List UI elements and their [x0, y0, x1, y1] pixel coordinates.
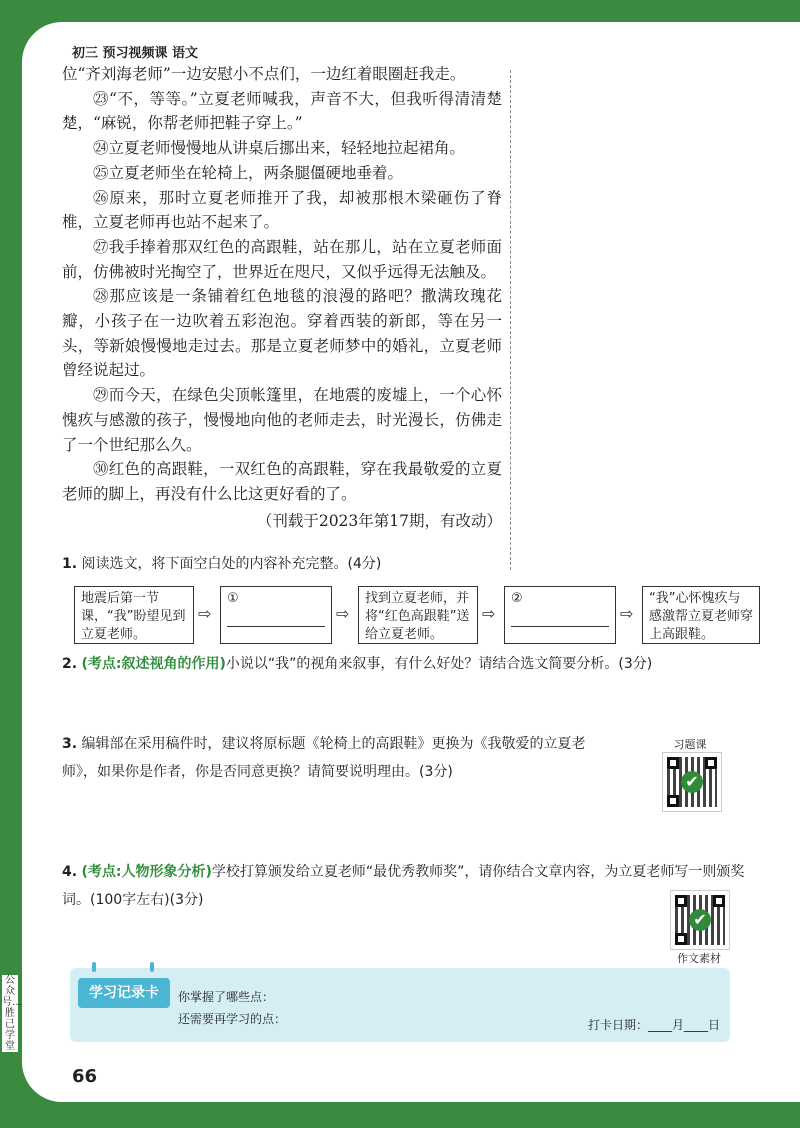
- qr-corner: [675, 933, 687, 945]
- qr-corner: [713, 895, 725, 907]
- flow-blank-mark: ②: [511, 591, 523, 606]
- question-tag: (考点:叙述视角的作用): [81, 656, 226, 672]
- question-number: 1.: [62, 556, 78, 572]
- question-text: 学校打算颁发给立夏老师“最优秀教师奖”，请你结合文章内容，为立夏老师写一则颁奖词。(100字左右)(3分): [62, 864, 745, 908]
- flow-arrow-icon: ⇨: [198, 604, 212, 623]
- flow-arrow-icon: ⇨: [620, 604, 634, 623]
- flow-arrow-icon: ⇨: [482, 604, 496, 623]
- header-title: 初三 预习视频课 语文: [72, 46, 199, 61]
- qr-code-icon[interactable]: [662, 752, 722, 812]
- question-3: [62, 730, 592, 786]
- qr-corner: [675, 895, 687, 907]
- flow-blank-line: [227, 612, 325, 627]
- record-date[interactable]: 打卡日期：____月____日: [587, 1018, 720, 1032]
- question-number: 3.: [62, 736, 78, 752]
- flow-box-5: “我”心怀愧疚与感激帮立夏老师穿上高跟鞋。: [642, 586, 760, 644]
- question-tag: (考点:人物形象分析): [81, 864, 212, 880]
- flow-box-1: 地震后第一节课，“我”盼望见到立夏老师。: [74, 586, 194, 644]
- question-1: [62, 550, 722, 578]
- question-2: [62, 650, 742, 678]
- record-to-study[interactable]: 还需要再学习的点：: [178, 1012, 287, 1026]
- article-paragraph: ㉙而今天，在绿色尖顶帐篷里，在地震的废墟上，一个心怀愧疚与感激的孩子，慢慢地向他的老师走去，时光漫长，仿佛走了一个世纪那么久。: [62, 386, 502, 454]
- article-source: （刊载于2023年第17期，有改动）: [256, 511, 502, 530]
- qr-label: 作文素材: [677, 952, 721, 965]
- record-mastered[interactable]: 你掌握了哪些点：: [178, 990, 275, 1004]
- check-icon: ✔: [689, 909, 711, 931]
- article-paragraph: ㉔立夏老师慢慢地从讲桌后挪出来，轻轻地拉起裙角。: [93, 139, 466, 158]
- question-number: 4.: [62, 864, 78, 880]
- question-text: 编辑部在采用稿件时，建议将原标题《轮椅上的高跟鞋》更换为《我敬爱的立夏老师》，如果你是作者，你是否同意更换？请简要说明理由。(3分): [62, 736, 586, 780]
- record-title: 学习记录卡: [78, 978, 170, 1008]
- article-paragraph: ㉖原来，那时立夏老师推开了我，却被那根木梁砸伤了脊椎，立夏老师再也站不起来了。: [62, 188, 502, 232]
- question-text: 小说以“我”的视角来叙事，有什么好处？请结合选文简要分析。(3分): [225, 656, 653, 672]
- flow-chart: [74, 586, 754, 646]
- flow-blank-mark: ①: [227, 591, 239, 606]
- flow-box-4[interactable]: [504, 586, 616, 644]
- question-number: 2.: [62, 656, 78, 672]
- article-paragraph: ㉕立夏老师坐在轮椅上，两条腿僵硬地垂着。: [93, 163, 404, 182]
- article: [62, 62, 502, 533]
- page: [22, 22, 800, 1102]
- qr-corner: [667, 795, 679, 807]
- question-4: [62, 858, 752, 914]
- pin-icon: [150, 962, 154, 972]
- study-record-card: [70, 968, 730, 1042]
- notes-divider: [510, 70, 511, 570]
- qr-corner: [705, 757, 717, 769]
- flow-blank-line: [511, 612, 609, 627]
- qr-code-icon[interactable]: [670, 890, 730, 950]
- article-paragraph: 位“齐刘海老师”一边安慰小不点们，一边红着眼圈赶我走。: [62, 65, 466, 83]
- qr-label: 习题课: [673, 738, 707, 751]
- check-icon: ✔: [681, 771, 703, 793]
- qr-corner: [667, 757, 679, 769]
- question-text: 阅读选文，将下面空白处的内容补充完整。(4分): [81, 556, 382, 572]
- article-paragraph: ㉓“不，等等。”立夏老师喊我，声音不大，但我听得清清楚楚，“麻锐，你帮老师把鞋子穿上。”: [62, 89, 502, 133]
- flow-arrow-icon: ⇨: [336, 604, 350, 623]
- article-paragraph: ㉗我手捧着那双红色的高跟鞋，站在那儿，站在立夏老师面前，仿佛被时光掏空了，世界近在咫尺，又似乎远得无法触及。: [62, 237, 502, 281]
- flow-box-2[interactable]: [220, 586, 332, 644]
- pin-icon: [92, 962, 96, 972]
- article-paragraph: ㉘那应该是一条铺着红色地毯的浪漫的路吧？撒满玫瑰花瓣，小孩子在一边吹着五彩泡泡。穿着西装的新郎，等在另一头，等新娘慢慢地走过去。那是立夏老师梦中的婚礼，立夏老师曾经说起过。: [62, 287, 502, 380]
- flow-box-3: 找到立夏老师，并将“红色高跟鞋”送给立夏老师。: [358, 586, 478, 644]
- article-paragraph: ㉚红色的高跟鞋，一双红色的高跟鞋，穿在我最敬爱的立夏老师的脚上，再没有什么比这更好看的了。: [62, 460, 502, 503]
- page-number: 66: [72, 1066, 98, 1087]
- side-watermark: 公众号…胜己学堂: [2, 975, 22, 1052]
